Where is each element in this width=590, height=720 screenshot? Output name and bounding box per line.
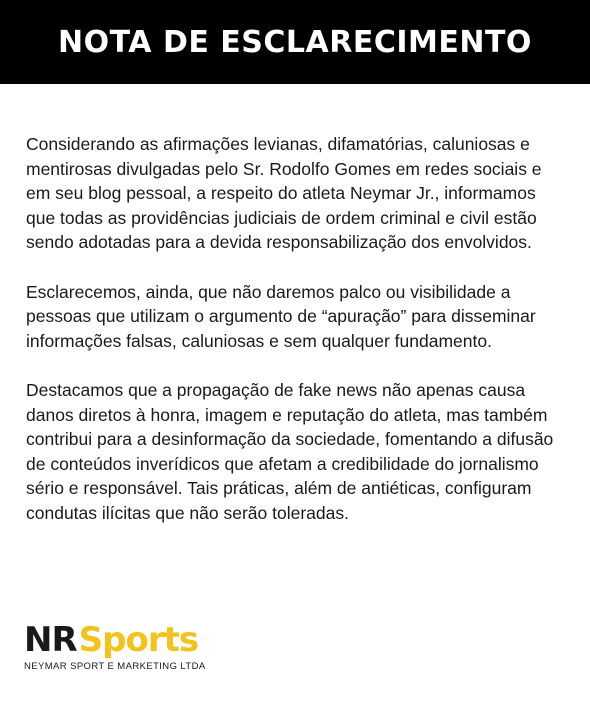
paragraph-1: Considerando as afirmações levianas, difamatórias, caluniosas e mentirosas divulgadas pelo Sr. Rodolfo Gomes em redes sociais e em seu blog pessoal, a respeito do atleta Neymar Jr., informamos que todas as providências judiciais de ordem criminal e civil estão sendo adotadas para a devida responsabilização dos envolvidos. xyxy=(26,134,542,252)
nr-sports-logo xyxy=(24,622,244,672)
logo-initials: NR xyxy=(24,620,77,660)
page-title: NOTA DE ESCLARECIMENTO xyxy=(58,24,532,60)
paragraph-2: Esclarecemos, ainda, que não daremos palco ou visibilidade a pessoas que utilizam o argumento de “apuração” para disseminar informações falsas, caluniosas e sem qualquer fundamento. xyxy=(26,281,536,351)
title-bar xyxy=(0,0,590,84)
paragraph-3: Destacamos que a propagação de fake news não apenas causa danos diretos à honra, imagem e reputação do atleta, mas também contribui para a desinformação da sociedade, fomentando a difusão de conteúdos inverídicos que afetam a credibilidade do jornalismo sério e responsável. Tais práticas, além de antiéticas, configuram condutas ilícitas que não serão toleradas. xyxy=(26,380,554,523)
logo-brand-word: Sports xyxy=(78,620,199,660)
logo-wordmark xyxy=(24,622,244,658)
statement-body xyxy=(26,132,566,550)
logo-tagline: NEYMAR SPORT E MARKETING LTDA xyxy=(24,661,206,672)
